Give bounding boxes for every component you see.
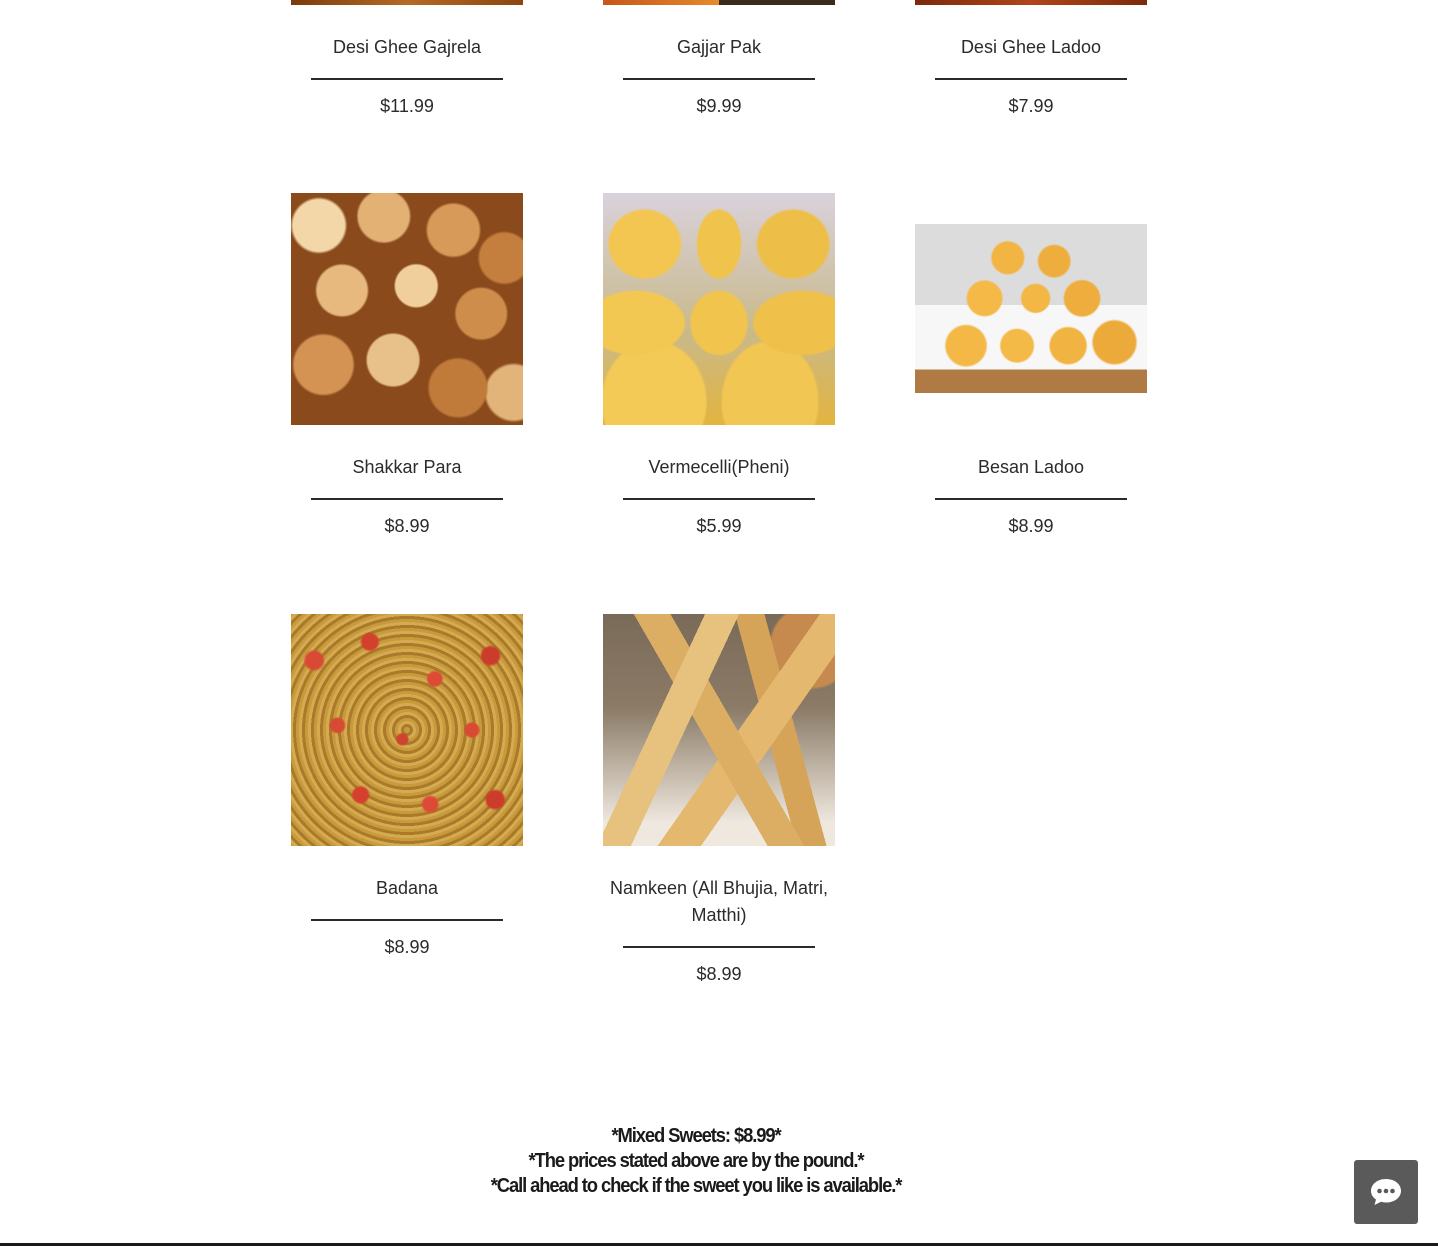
product-image[interactable] xyxy=(915,0,1147,5)
product-name[interactable]: Shakkar Para xyxy=(352,457,462,477)
product-name[interactable]: Vermecelli(Pheni) xyxy=(648,457,790,477)
product-name[interactable]: Desi Ghee Gajrela xyxy=(332,37,482,57)
product-image[interactable] xyxy=(603,193,835,425)
product-card[interactable] xyxy=(915,193,1147,553)
product-image[interactable] xyxy=(291,193,523,425)
price-per-pound-note: *The prices stated above are by the pound.* xyxy=(528,1150,864,1172)
divider xyxy=(311,78,503,80)
product-name[interactable]: Badana xyxy=(375,878,439,898)
divider xyxy=(311,498,503,500)
product-card[interactable] xyxy=(603,614,835,1004)
product-card[interactable] xyxy=(291,614,523,974)
product-price: $11.99 xyxy=(380,96,434,116)
product-name[interactable]: Besan Ladoo xyxy=(977,457,1085,477)
chat-bubble-icon xyxy=(1369,1176,1403,1208)
product-name[interactable]: Namkeen (All Bhujia, Matri, Matthi) xyxy=(609,878,829,925)
divider xyxy=(623,78,815,80)
product-image[interactable] xyxy=(603,0,835,5)
product-card[interactable] xyxy=(603,193,835,553)
product-card[interactable] xyxy=(291,0,523,130)
product-image[interactable] xyxy=(291,614,523,846)
product-card[interactable] xyxy=(915,0,1147,130)
call-ahead-note: *Call ahead to check if the sweet you like is available.* xyxy=(490,1175,902,1197)
divider xyxy=(623,498,815,500)
product-price: $8.99 xyxy=(384,937,430,957)
product-name[interactable]: Gajjar Pak xyxy=(676,37,762,57)
product-card[interactable] xyxy=(603,0,835,130)
product-price: $9.99 xyxy=(696,96,742,116)
product-price: $8.99 xyxy=(696,964,742,984)
mixed-sweets-note: *Mixed Sweets: $8.99* xyxy=(611,1125,781,1147)
product-price: $7.99 xyxy=(1008,96,1054,116)
product-price: $5.99 xyxy=(696,516,742,536)
product-price: $8.99 xyxy=(1008,516,1054,536)
product-name[interactable]: Desi Ghee Ladoo xyxy=(960,37,1102,57)
product-image[interactable] xyxy=(603,614,835,846)
product-price: $8.99 xyxy=(384,516,430,536)
divider xyxy=(935,78,1127,80)
chat-button[interactable] xyxy=(1354,1160,1418,1224)
product-card[interactable] xyxy=(291,193,523,553)
product-image[interactable] xyxy=(291,0,523,5)
pricing-notes xyxy=(56,1124,1337,1199)
divider xyxy=(311,919,503,921)
divider xyxy=(623,946,815,948)
divider xyxy=(935,498,1127,500)
product-image[interactable] xyxy=(915,224,1147,393)
